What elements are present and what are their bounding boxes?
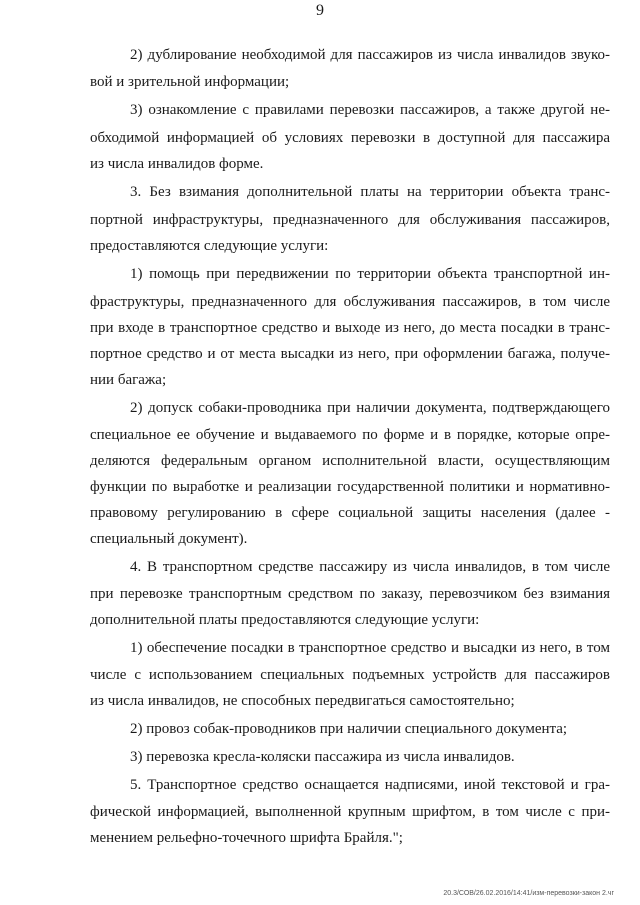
paragraph-line: 2) дублирование необходимой для пассажиров из числа инвалидов звуко- — [130, 47, 610, 63]
paragraph-line: деляются федеральным органом исполнительной власти, осуществляющим — [90, 453, 610, 469]
paragraph-line: обходимой информацией об условиях перевозки в доступной для пассажира — [90, 130, 610, 146]
paragraph-line: правовому регулированию в сфере социальной защиты населения (далее - — [90, 505, 610, 521]
paragraph-line: специальное ее обучение и выдаваемого по форме и в порядке, которые опре- — [90, 427, 610, 443]
paragraph-line: 5. Транспортное средство оснащается надписями, иной текстовой и гра- — [130, 777, 610, 793]
paragraph-line: 4. В транспортном средстве пассажиру из числа инвалидов, в том числе — [130, 559, 610, 575]
paragraph-line: портное средство и от места высадки из него, при оформлении багажа, получе- — [90, 346, 610, 362]
paragraph-line: из числа инвалидов форме. — [90, 156, 264, 172]
footer-reference: 20.3/СОВ/26.02.2016/14:41/изм-перевозки-закон 2.чг — [443, 890, 614, 897]
paragraph-line: при входе в транспортное средство и выходе из него, до места посадки в транс- — [90, 320, 610, 336]
paragraph-line: 3) ознакомление с правилами перевозки пассажиров, а также другой не- — [130, 102, 610, 118]
paragraph-line: числе с использованием специальных подъемных устройств для пассажиров — [90, 667, 610, 683]
paragraph-line: портной инфраструктуры, предназначенного для обслуживания пассажиров, — [90, 212, 610, 228]
paragraph-line: 3) перевозка кресла-коляски пассажира из числа инвалидов. — [130, 749, 515, 765]
paragraph-line: 1) помощь при передвижении по территории объекта транспортной ин- — [130, 266, 610, 282]
paragraph-line: функции по выработке и реализации государственной политики и нормативно- — [90, 479, 610, 495]
paragraph-line: 2) провоз собак-проводников при наличии специального документа; — [130, 721, 568, 737]
paragraph-line: из числа инвалидов, не способных передвигаться самостоятельно; — [90, 693, 515, 709]
paragraph-line: менением рельефно-точечного шрифта Брайля."; — [90, 830, 403, 846]
page-number: 9 — [316, 2, 324, 19]
paragraph-line: 2) допуск собаки-проводника при наличии документа, подтверждающего — [130, 400, 610, 416]
paragraph-line: фической информацией, выполненной крупным шрифтом, в том числе с при- — [90, 804, 610, 820]
paragraph-line: дополнительной платы предоставляются следующие услуги: — [90, 612, 480, 628]
paragraph-line: фраструктуры, предназначенного для обслуживания пассажиров, в том числе — [90, 294, 610, 310]
paragraph-line: 1) обеспечение посадки в транспортное средство и высадки из него, в том — [130, 640, 610, 656]
paragraph-line: при перевозке транспортным средством по заказу, перевозчиком без взимания — [90, 586, 610, 602]
paragraph-line: специальный документ). — [90, 531, 248, 547]
paragraph-line: предоставляются следующие услуги: — [90, 238, 329, 254]
paragraph-line: нии багажа; — [90, 372, 167, 388]
paragraph-line: 3. Без взимания дополнительной платы на территории объекта транс- — [130, 184, 610, 200]
paragraph-line: вой и зрительной информации; — [90, 74, 290, 90]
